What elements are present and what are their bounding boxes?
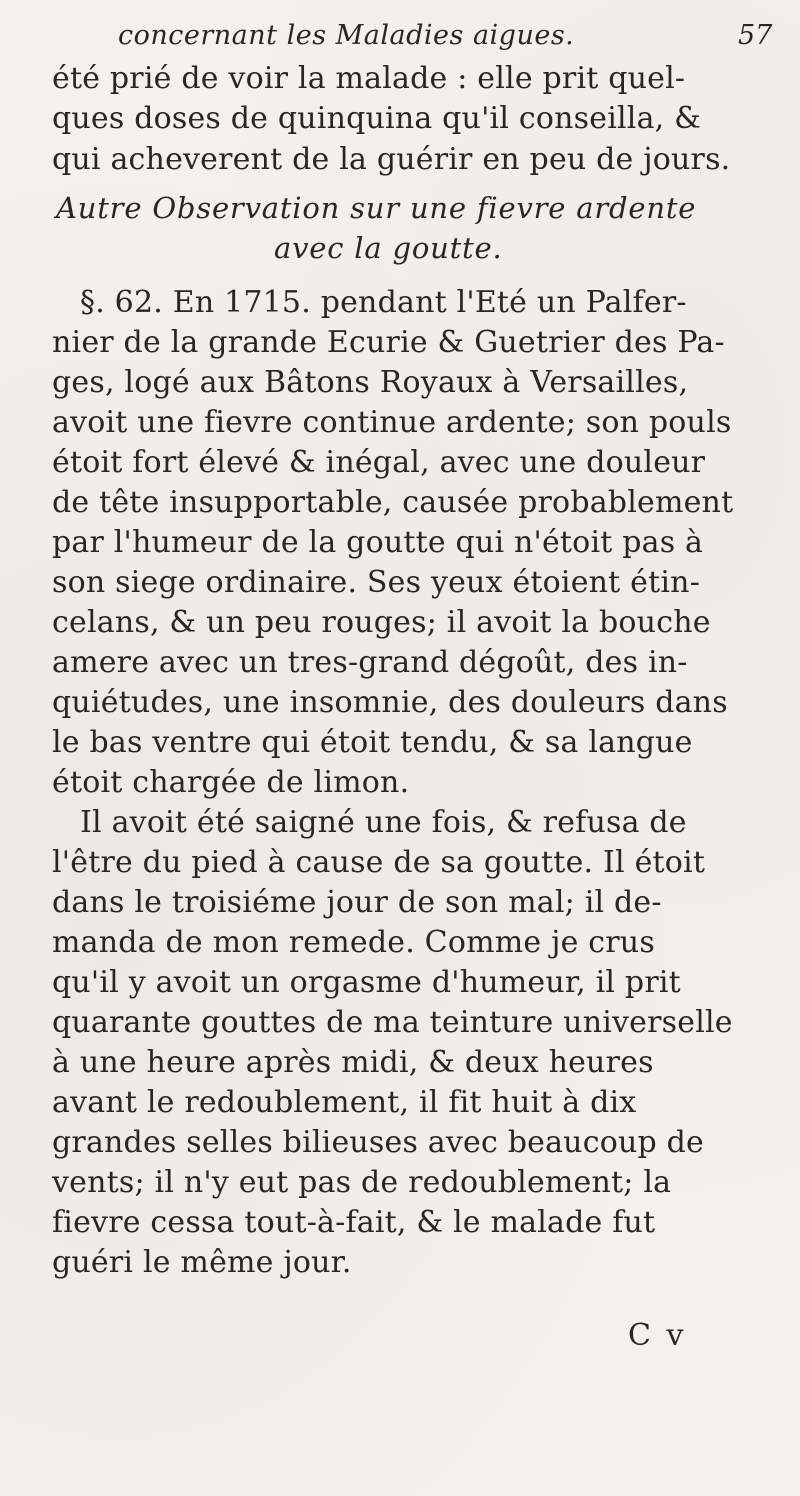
text-line: quiétudes, une insomnie, des douleurs dans [52,685,728,720]
text-line: manda de mon remede. Comme je crus [52,925,655,960]
text-line: vents; il n'y eut pas de redoublement; la [52,1165,672,1200]
text-line: le bas ventre qui étoit tendu, & sa langue [52,725,693,760]
section-title-line: Autre Observation sur une fievre ardente [56,191,697,225]
text-line: l'être du pied à cause de sa goutte. Il étoit [52,845,706,880]
text-line: nier de la grande Ecurie & Guetrier des Pa- [52,325,725,360]
page-header [0,8,800,68]
page-number: 57 [738,20,773,51]
text-line: étoit chargée de limon. [52,765,410,800]
text-line: amere avec un tres-grand dégoût, des in- [52,645,688,680]
text-line: par l'humeur de la goutte qui n'étoit pas à [52,525,704,560]
text-line: celans, & un peu rouges; il avoit la bouche [52,605,711,640]
text-line: étoit fort élevé & inégal, avec une douleur [52,445,706,480]
text-line: grandes selles bilieuses avec beaucoup de [52,1125,704,1160]
text-line: ques doses de quinquina qu'il conseilla, & [52,101,702,136]
catchword: C v [628,1318,687,1353]
text-line: de tête insupportable, causée probablement [52,485,734,520]
text-line: fievre cessa tout-à-fait, & le malade fut [52,1205,656,1240]
text-line: son siege ordinaire. Ses yeux étoient étin- [52,565,701,600]
text-line: été prié de voir la malade : elle prit quel- [52,61,686,96]
text-line: ges, logé aux Bâtons Royaux à Versailles, [52,365,689,400]
running-title: concernant les Maladies aigues. [118,20,575,51]
text-line: §. 62. En 1715. pendant l'Eté un Palfer- [80,285,687,320]
text-line: avoit une fievre continue ardente; son pouls [52,405,732,440]
text-line: qu'il y avoit un orgasme d'humeur, il prit [52,965,681,1000]
text-line: quarante gouttes de ma teinture universelle [52,1005,733,1040]
text-line: avant le redoublement, il fit huit à dix [52,1085,637,1120]
text-line: dans le troisiéme jour de son mal; il de- [52,885,662,920]
section-title-line: avec la goutte. [274,231,503,265]
text-line: guéri le même jour. [52,1245,352,1280]
text-line: qui acheverent de la guérir en peu de jours. [52,142,731,177]
text-line: à une heure après midi, & deux heures [52,1045,654,1080]
text-line: Il avoit été saigné une fois, & refusa de [80,805,687,840]
